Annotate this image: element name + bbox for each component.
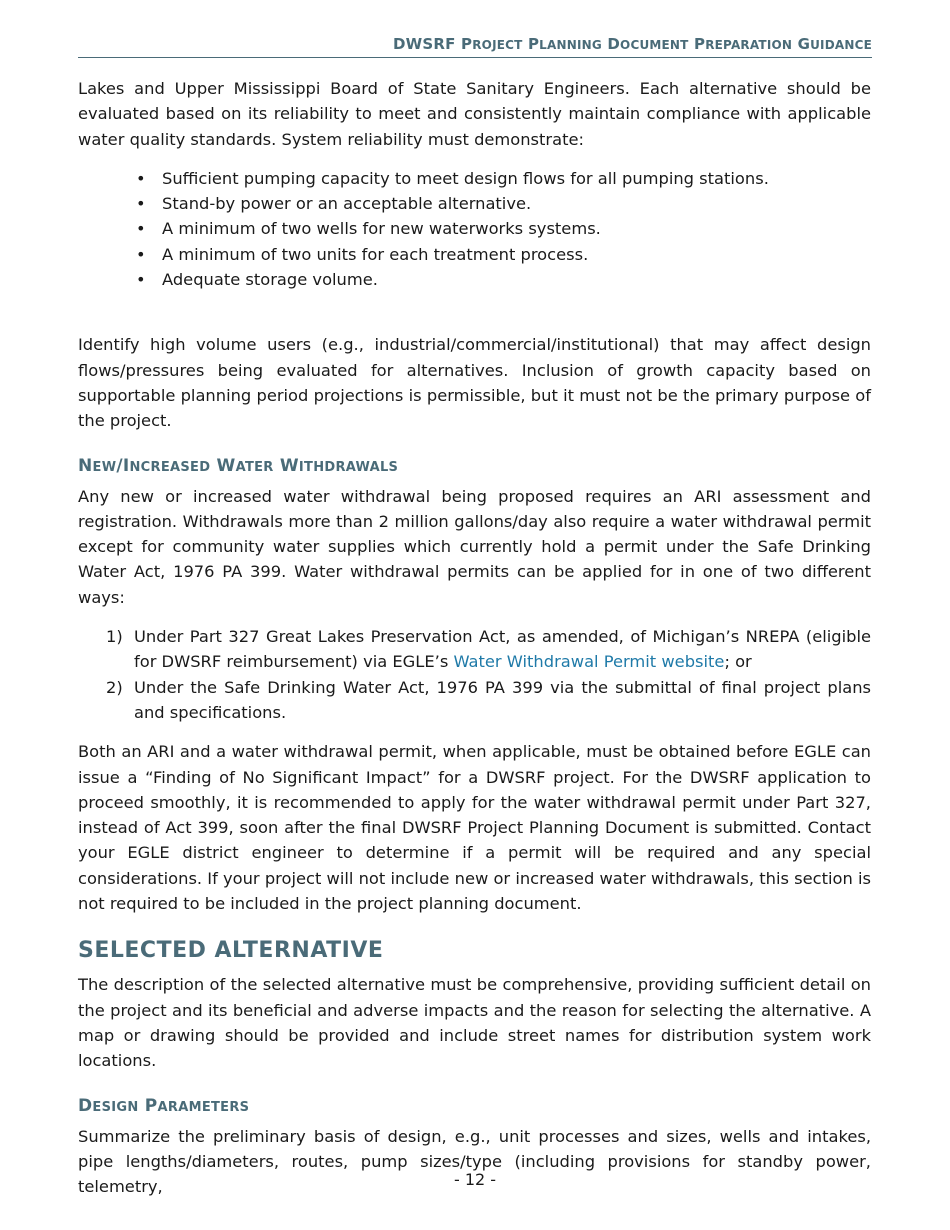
header-word: DOCUMENT <box>607 35 689 53</box>
section-heading-design-parameters: DESIGN PARAMETERS <box>78 1095 250 1116</box>
page-number: - 12 - <box>453 1170 497 1189</box>
header-word: PLANNING <box>527 35 602 53</box>
header-word: GUIDANCE <box>797 35 872 53</box>
withdrawals-paragraph: Any new or increased water withdrawal being proposed requires an ARI assessment and registration. Withdrawals more than 2 million gallons/day also require a water withdrawal permit except for community water supplies which currently hold a permit under the Safe Drinking Water Act, 1976 PA 399. Water withdrawal permits can be applied for in one of two different ways: <box>78 486 871 607</box>
list-item: • A minimum of two wells for new waterworks systems. <box>162 216 871 241</box>
section-heading-withdrawals: NEW/INCREASED WATER WITHDRAWALS <box>78 455 399 476</box>
page-content <box>78 76 871 1199</box>
high-volume-users-paragraph: Identify high volume users (e.g., industrial/commercial/institutional) that may affect design flows/pressures being evaluated for alternatives. Inclusion of growth capacity based on supportable planning period projections is permissible, but it must not be the primary purpose of the project. <box>78 335 871 431</box>
running-header <box>78 35 872 58</box>
list-item: • Sufficient pumping capacity to meet design flows for all pumping stations. <box>162 166 871 191</box>
list-item: • A minimum of two units for each treatment process. <box>162 242 871 267</box>
section-heading-selected-alternative: SELECTED ALTERNATIVE <box>78 938 384 964</box>
header-word: PREPARATION <box>694 35 793 53</box>
permit-options-list <box>78 624 871 725</box>
intro-paragraph: Lakes and Upper Mississippi Board of State Sanitary Engineers. Each alternative should be evaluated based on its reliability to meet and consistently maintain compliance with applicable water quality standards. System reliability must demonstrate: <box>78 79 871 149</box>
reliability-list <box>78 166 871 292</box>
header-word: PROJECT <box>461 35 523 53</box>
list-item: • Adequate storage volume. <box>162 267 871 292</box>
selected-alternative-paragraph: The description of the selected alternative must be comprehensive, providing sufficient detail on the project and its beneficial and adverse impacts and the reason for selecting the alternative. A map or drawing should be provided and include street names for distribution system work locations. <box>78 975 871 1071</box>
list-item: • Stand-by power or an acceptable alternative. <box>162 191 871 216</box>
ari-permit-paragraph: Both an ARI and a water withdrawal permit, when applicable, must be obtained before EGLE can issue a “Finding of No Significant Impact” for a DWSRF project. For the DWSRF application to proceed smoothly, it is recommended to apply for the water withdrawal permit under Part 327, instead of Act 399, soon after the final DWSRF Project Planning Document is submitted. Contact your EGLE district engineer to determine if a permit will be required and any special considerations. If your project will not include new or increased water withdrawals, this section is not required to be included in the project planning document. <box>78 742 871 914</box>
header-word: DWSRF <box>392 35 456 53</box>
design-parameters-paragraph: Summarize the preliminary basis of design, e.g., unit processes and sizes, wells and intakes, pipe lengths/diameters, routes, pump sizes/type (including provisions for standby power, telemetry, <box>78 1126 871 1197</box>
list-item: 1) Under Part 327 Great Lakes Preservation Act, as amended, of Michigan’s NREPA (eligible for DWSRF reimbursement) via EGLE’s Water Withdrawal Permit website; or <box>106 627 871 672</box>
water-withdrawal-permit-link[interactable]: Water Withdrawal Permit website <box>453 652 725 672</box>
list-item: 2) Under the Safe Drinking Water Act, 1976 PA 399 via the submittal of final project plans and specifications. <box>106 677 871 722</box>
